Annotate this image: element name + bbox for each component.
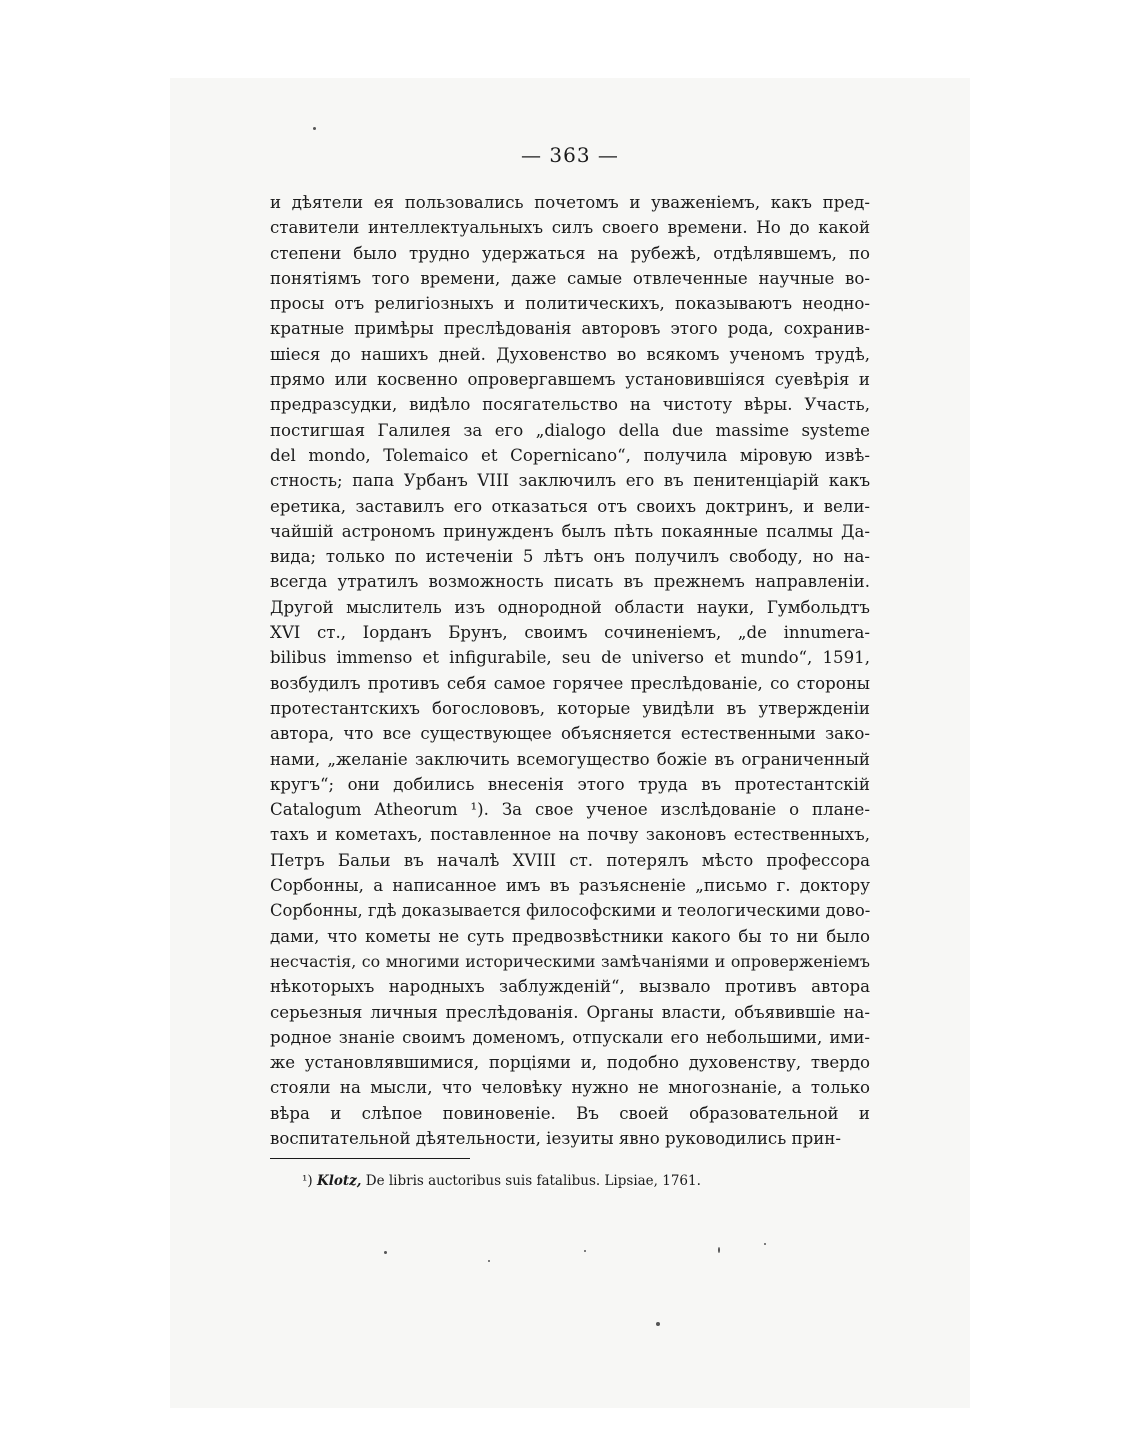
text-line: шіеся до нашихъ дней. Духовенство во всякомъ ученомъ трудѣ, [270,344,870,364]
text-line: тахъ и кометахъ, поставленное на почву законовъ естественныхъ, [270,825,870,845]
text-line: еретика, заставилъ его отказаться отъ своихъ доктринъ, и вели- [270,496,870,516]
scan-speck [584,1250,586,1252]
text-line: возбудилъ противъ себя самое горячее преслѣдованіе, со стороны [270,673,870,693]
text-line: XVI ст., Іорданъ Брунъ, своимъ сочиненіемъ, „de innumera- [270,623,870,643]
text-line: стояли на мысли, что человѣку нужно не многознаніе, а только [270,1078,870,1098]
text-line: дами, что кометы не суть предвозвѣстники какого бы то ни было [270,926,870,946]
text-line: протестантскихъ богослововъ, которые увидѣли въ утвержденіи [270,698,870,718]
text-line: кратные примѣры преслѣдованія авторовъ этого рода, сохранив- [270,319,870,339]
text-line: воспитательной дѣятельности, іезуиты явно руководились прин- [270,1128,841,1148]
footnote [302,1171,862,1191]
scan-speck [313,127,316,130]
text-line: прямо или косвенно опровергавшемъ установившіяся суевѣрія и [270,370,870,390]
text-line: вѣра и слѣпое повиновеніе. Въ своей образовательной и [270,1103,870,1123]
text-line: понятіямъ того времени, даже самые отвлеченные научные во- [270,268,870,288]
scan-speck [718,1247,720,1253]
text-line: просы отъ религіозныхъ и политическихъ, показываютъ неодно- [270,294,870,314]
scan-speck [656,1322,660,1326]
text-line: нами, „желаніе заключить всемогущество божіе въ ограниченный [270,749,870,769]
text-line: ставители интеллектуальныхъ силъ своего времени. Но до какой [270,218,870,238]
text-line: постигшая Галилея за его „dialogo della due massime systeme [270,420,870,440]
footnote-author: Klotz, [316,1173,362,1189]
text-line: чайшій астрономъ принужденъ былъ пѣть покаянные псалмы Да- [270,521,870,541]
text-line: серьезныя личныя преслѣдованія. Органы власти, объявившіе на- [270,1002,870,1022]
text-line: и дѣятели ея пользовались почетомъ и уваженіемъ, какъ пред- [270,193,870,212]
text-line: Другой мыслитель изъ однородной области науки, Гумбольдтъ [270,597,870,617]
text-line: Сорбонны, а написанное имъ въ разъясненіе „письмо г. доктору [270,876,870,896]
text-line: же установлявшимися, порціями и, подобно духовенству, твердо [270,1053,870,1073]
footnote-separator [270,1158,470,1159]
scan-speck [488,1260,490,1262]
text-line: Catalogum Atheorum ¹). За свое ученое изслѣдованіе о плане- [270,800,870,820]
text-line: Сорбонны, гдѣ доказывается философскими и теологическими дово- [270,901,870,921]
text-line: Петръ Бальи въ началѣ XVIII ст. потерялъ мѣсто профессора [270,850,870,870]
text-line: родное знаніе своимъ доменомъ, отпускали его небольшими, ими- [270,1027,870,1047]
text-line: степени было трудно удержаться на рубежѣ, отдѣлявшемъ, по [270,243,870,263]
body-text [270,190,870,1151]
text-line: del mondo, Tolemaico et Copernicano“, получила міровую извѣ- [270,445,870,465]
text-line: предразсудки, видѣло посягательство на чистоту вѣры. Участь, [270,395,870,415]
text-line: нѣкоторыхъ народныхъ заблужденій“, вызвало противъ автора [270,977,870,997]
text-line: всегда утратилъ возможность писать въ прежнемъ направленіи. [270,572,870,592]
text-line: несчастія, со многими историческими замѣчаніями и опроверженіемъ [270,951,870,971]
text-line: вида; только по истеченіи 5 лѣтъ онъ получилъ свободу, но на- [270,547,870,567]
scan-speck [384,1251,387,1254]
text-line: стность; папа Урбанъ VIII заключилъ его въ пенитенціарій какъ [270,471,870,491]
page-number: — 363 — [521,143,619,167]
text-line: автора, что все существующее объясняется естественными зако- [270,724,870,744]
text-line: bilibus immenso et infigurabile, seu de universo et mundo“, 1591, [270,648,870,668]
text-line: кругъ“; они добились внесенія этого труда въ протестантскій [270,774,870,794]
footnote-citation: De libris auctoribus suis fatalibus. Lipsiae, 1761. [365,1173,701,1189]
scan-speck [764,1243,766,1245]
footnote-marker: ¹) [302,1173,313,1189]
